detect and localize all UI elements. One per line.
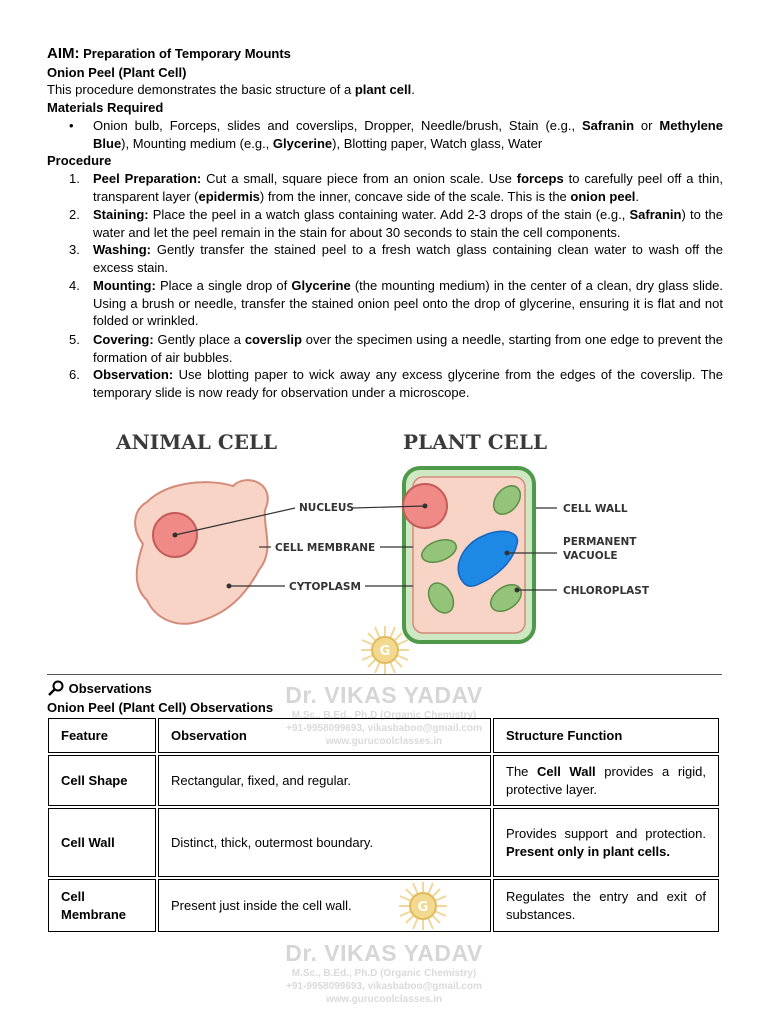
- magnifier-icon: [47, 680, 65, 696]
- step-title: Observation:: [93, 367, 174, 382]
- step-bold: Glycerine: [291, 278, 351, 293]
- watermark-logo-icon: [359, 624, 411, 676]
- step-text-part: Place the peel in a watch glass containing water. Add 2-3 drops of the stain (e.g.,: [148, 207, 630, 222]
- aim-label: AIM:: [47, 45, 80, 62]
- function-text: [506, 825, 706, 861]
- function-bold: Cell Wall: [537, 763, 596, 779]
- procedure-step: [69, 277, 723, 331]
- watermark-line: www.gurucoolclasses.in: [325, 736, 443, 747]
- materials-bold: Blue: [93, 135, 122, 151]
- materials-text: [93, 117, 723, 152]
- table-cell-observation: Present just inside the cell wall.: [158, 879, 491, 932]
- step-number: 2.: [69, 207, 80, 222]
- table-cell-observation: Distinct, thick, outermost boundary.: [158, 808, 491, 877]
- materials-heading: Materials Required: [47, 100, 164, 115]
- step-text-part: Cut a small, square piece from an onion scale. Use: [201, 171, 517, 186]
- step-title: Mounting:: [93, 278, 156, 293]
- table-cell-function: [493, 755, 719, 806]
- step-title: Covering:: [93, 332, 154, 347]
- observations-subheading: Onion Peel (Plant Cell) Observations: [47, 700, 274, 715]
- step-bold: epidermis: [198, 188, 260, 204]
- observations-heading: [47, 680, 152, 698]
- step-text-part: Use blotting paper to wick away any excess glycerine from the edges of the coverslip. The temporary slide is now ready for observation under a microscope.: [93, 367, 723, 400]
- watermark-line: +91-9958099693, vikasbaboo@gmail.com: [286, 723, 482, 734]
- procedure-step: [69, 170, 723, 206]
- intro-text: [47, 81, 722, 99]
- materials-text-part: ), Blotting paper, Watch glass, Water: [332, 135, 543, 151]
- aim-title: Preparation of Temporary Mounts: [83, 46, 291, 61]
- table-cell-feature: Cell Membrane: [48, 879, 156, 932]
- step-text: [93, 206, 723, 241]
- step-text-part: Place a single drop of: [155, 278, 292, 293]
- watermark-name: Dr. VIKAS YADAV: [285, 682, 483, 708]
- step-text: [93, 170, 723, 205]
- procedure-heading: Procedure: [47, 153, 112, 168]
- table-header-cell: Observation: [158, 718, 491, 753]
- function-text-part: Regulates the entry and exit of substances.: [506, 888, 706, 922]
- materials-text-part: ), Mounting medium (e.g.,: [121, 135, 273, 151]
- label-chloroplast: CHLOROPLAST: [563, 585, 649, 597]
- table-header-cell: Structure Function: [493, 718, 719, 753]
- step-text-part: Gently place a: [153, 332, 245, 347]
- step-text-part: ) to the water and let the peel remain in the stain for about 30 seconds to stain the cell components.: [93, 207, 724, 240]
- animal-cell-title: ANIMAL CELL: [116, 430, 278, 454]
- aim-line: [47, 45, 722, 63]
- step-bold: onion peel: [570, 188, 636, 204]
- procedure-step: [69, 366, 723, 402]
- step-title: Peel Preparation:: [93, 171, 202, 186]
- procedure-step: [69, 206, 723, 242]
- materials-text-part: or: [634, 118, 660, 133]
- step-text: [93, 277, 723, 330]
- step-text-part: ) from the inner, concave side of the scale. This is the: [259, 188, 571, 204]
- function-text: [506, 888, 706, 924]
- label-cell-membrane: CELL MEMBRANE: [275, 542, 376, 554]
- label-cytoplasm: CYTOPLASM: [289, 581, 361, 593]
- label-permanent: PERMANENT: [563, 536, 637, 548]
- section-subtitle: Onion Peel (Plant Cell): [47, 65, 187, 80]
- step-text: [93, 366, 723, 401]
- watermark-logo-letter: G: [417, 900, 429, 915]
- label-vacuole: VACUOLE: [563, 550, 618, 562]
- step-title: Staining:: [93, 207, 149, 222]
- step-text: [93, 241, 723, 276]
- table-cell-function: [493, 808, 719, 877]
- procedure-step: [69, 331, 723, 367]
- table-cell-feature: Cell Shape: [48, 755, 156, 806]
- observations-title: Observations: [68, 681, 152, 696]
- step-bold: Safranin: [629, 207, 682, 222]
- step-text-part: (the mounting medium) in the center of a clean, dry glass slide. Using a brush or needle, transfer the stained onion peel onto the drop of glycerine, ensuring it is flat and not folded or wrinkled.: [93, 278, 724, 328]
- table-cell-observation: Rectangular, fixed, and regular.: [158, 755, 491, 806]
- step-number: 6.: [69, 367, 80, 382]
- watermark-line: M.Sc., B.Ed., Ph.D (Organic Chemistry): [291, 710, 477, 721]
- intro-end: .: [411, 82, 415, 97]
- function-text-part: The: [506, 763, 537, 779]
- step-number: 5.: [69, 332, 80, 347]
- step-bold: coverslip: [244, 332, 302, 347]
- table-cell-feature: Cell Wall: [48, 808, 156, 877]
- watermark-logo-icon: [397, 880, 449, 932]
- materials-item: [69, 117, 729, 153]
- watermark-name: Dr. VIKAS YADAV: [285, 940, 483, 966]
- watermark-line: M.Sc., B.Ed., Ph.D (Organic Chemistry): [291, 968, 477, 979]
- step-text-part: .: [635, 188, 640, 204]
- function-bold: Present only in plant cells.: [506, 843, 670, 859]
- table-header-cell: Feature: [48, 718, 156, 753]
- materials-text-part: Onion bulb, Forceps, slides and coverslips, Dropper, Needle/brush, Stain (e.g.,: [93, 118, 582, 133]
- watermark-line: www.gurucoolclasses.in: [325, 994, 443, 1005]
- materials-bold: Safranin: [582, 118, 635, 133]
- step-title: Washing:: [93, 242, 152, 257]
- procedure-step: [69, 241, 723, 277]
- label-nucleus: NUCLEUS: [299, 502, 354, 514]
- step-text-part: to carefully peel off a thin, transparent layer (: [93, 171, 723, 204]
- step-bold: forceps: [516, 171, 564, 186]
- plant-cell-title: PLANT CELL: [403, 430, 548, 454]
- bullet-icon: •: [69, 118, 74, 133]
- step-number: 3.: [69, 242, 80, 257]
- function-text-part: Provides support and protection.: [506, 825, 706, 841]
- intro-part: This procedure demonstrates the basic structure of a: [47, 82, 355, 97]
- step-text-part: Gently transfer the stained peel to a fresh watch glass containing clean water to wash off the excess stain.: [93, 242, 723, 275]
- materials-bold: Methylene: [659, 118, 723, 133]
- function-text-part: provides a rigid, protective layer.: [506, 763, 707, 797]
- watermark: [0, 940, 768, 1006]
- materials-bold: Glycerine: [272, 135, 333, 151]
- step-number: 1.: [69, 171, 80, 186]
- function-text: [506, 763, 706, 799]
- step-text-part: over the specimen using a needle, starting from one edge to prevent the formation of air bubbles.: [93, 332, 723, 365]
- table-cell-function: [493, 879, 719, 932]
- label-cell-wall: CELL WALL: [563, 503, 628, 515]
- watermark-logo-letter: G: [379, 644, 391, 659]
- section-divider: [47, 674, 722, 675]
- intro-bold: plant cell: [354, 82, 412, 97]
- watermark-line: +91-9958099693, vikasbaboo@gmail.com: [286, 981, 482, 992]
- step-text: [93, 331, 723, 366]
- step-number: 4.: [69, 278, 80, 293]
